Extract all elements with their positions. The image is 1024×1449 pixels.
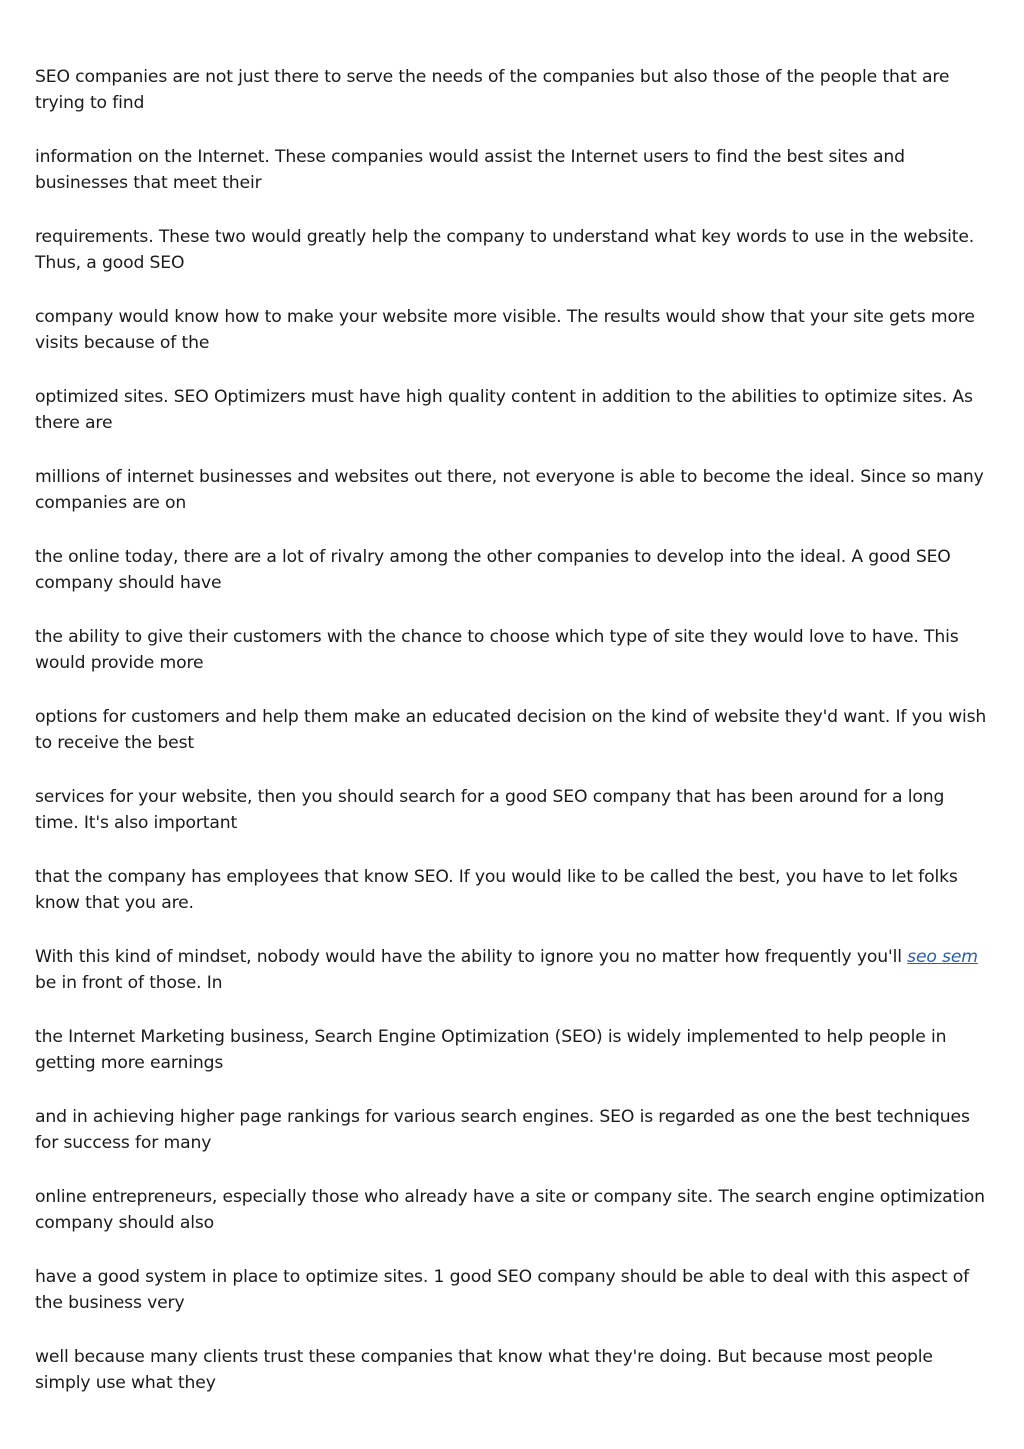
paragraph-2: information on the Internet. These companies would assist the Internet users to find the best sites and businesses that meet their (35, 147, 905, 193)
paragraph-9: options for customers and help them make an educated decision on the kind of website they'd want. If you wish to receive the best (35, 707, 987, 753)
paragraph-5: optimized sites. SEO Optimizers must have high quality content in addition to the abilities to optimize sites. As there are (35, 387, 973, 433)
paragraph-3: requirements. These two would greatly help the company to understand what key words to use in the website. Thus, a good SEO (35, 227, 975, 273)
paragraph-12-text-after: be in front of those. In (35, 973, 223, 993)
paragraph-10: services for your website, then you should search for a good SEO company that has been around for a long time. It's also important (35, 787, 945, 833)
paragraph-8: the ability to give their customers with the chance to choose which type of site they would love to have. This would provide more (35, 627, 959, 673)
paragraph-17: well because many clients trust these companies that know what they're doing. But because most people simply use what they (35, 1347, 933, 1393)
document-body (35, 64, 990, 1424)
paragraph-12-text-before: With this kind of mindset, nobody would have the ability to ignore you no matter how frequently you'll (35, 947, 908, 967)
paragraph-7: the online today, there are a lot of rivalry among the other companies to develop into the ideal. A good SEO company should have (35, 547, 951, 593)
seo-sem-link[interactable]: seo sem (907, 947, 978, 967)
paragraph-16: have a good system in place to optimize sites. 1 good SEO company should be able to deal with this aspect of the business very (35, 1267, 970, 1313)
paragraph-15: online entrepreneurs, especially those who already have a site or company site. The search engine optimization company should also (35, 1187, 985, 1233)
paragraph-1: SEO companies are not just there to serve the needs of the companies but also those of the people that are trying to find (35, 67, 950, 113)
paragraph-4: company would know how to make your website more visible. The results would show that your site gets more visits because of the (35, 307, 975, 353)
paragraph-14: and in achieving higher page rankings for various search engines. SEO is regarded as one the best techniques for success for many (35, 1107, 970, 1153)
paragraph-13: the Internet Marketing business, Search Engine Optimization (SEO) is widely implemented to help people in getting more earnings (35, 1027, 947, 1073)
paragraph-12-with-link (35, 944, 990, 996)
paragraph-6: millions of internet businesses and websites out there, not everyone is able to become the ideal. Since so many companies are on (35, 467, 984, 513)
paragraph-11: that the company has employees that know SEO. If you would like to be called the best, you have to let folks know that you are. (35, 867, 958, 913)
